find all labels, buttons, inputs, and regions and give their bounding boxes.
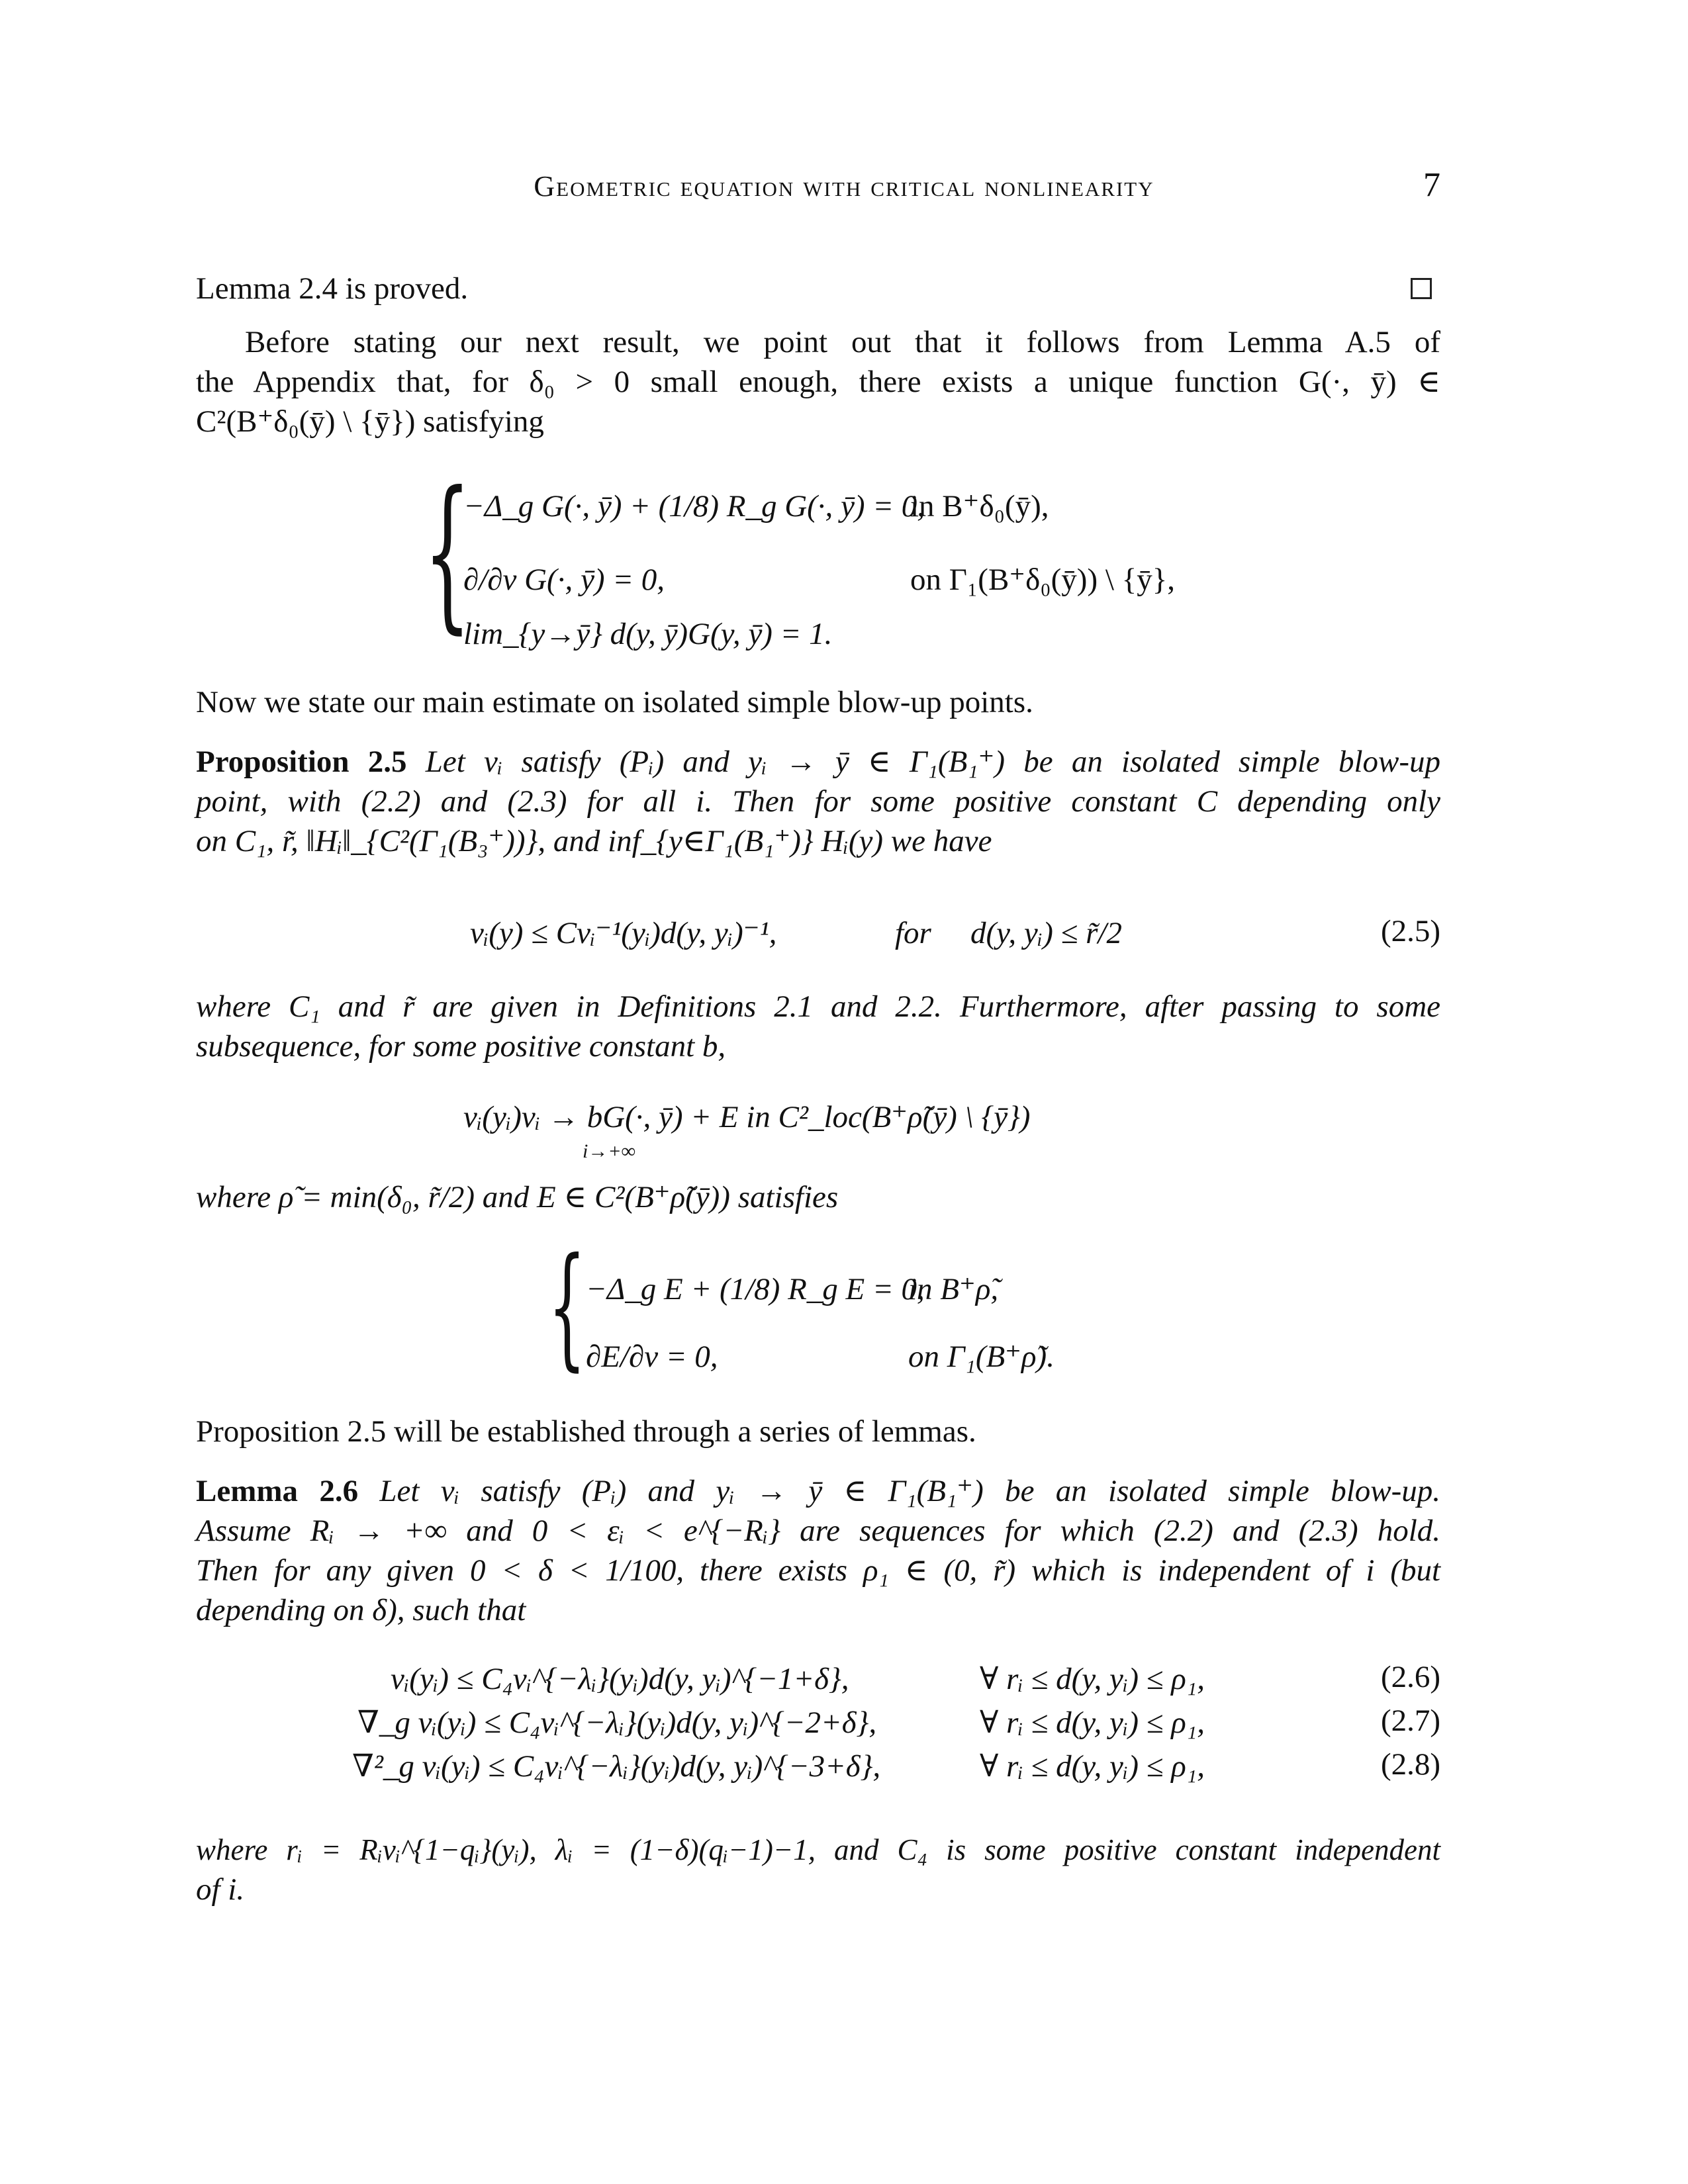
prop-cont-line1: where C₁ and r̃ are given in Definitions 2.1 and 2.2. Furthermore, after passing to some: [196, 989, 1440, 1024]
where-rho: where ρ̃ = min(δ₀, r̃/2) and E ∈ C²(B⁺ρ̃(ȳ)) satisfies: [196, 1180, 839, 1214]
eq-convergence: vᵢ(yᵢ)vᵢ → bG(·, ȳ) + E in C²_loc(B⁺ρ̃(ȳ) \ {ȳ}): [463, 1100, 1031, 1134]
proposition-2-5-line1-text: Let vᵢ satisfy (Pᵢ) and yᵢ → ȳ ∈ Γ₁(B₁⁺) be an isolated simple blow-up: [425, 745, 1441, 779]
system-g-row3-left: lim_{y→ȳ} d(y, ȳ)G(y, ȳ) = 1.: [463, 617, 833, 651]
page-number: 7: [1423, 166, 1440, 204]
system-e-row1-left: −Δ_g E + (1/8) R_g E = 0,: [586, 1272, 925, 1306]
eq-2-6-condition: ∀ rᵢ ≤ d(y, yᵢ) ≤ ρ₁,: [980, 1662, 1205, 1696]
lemma-2-6-line2: Assume Rᵢ → +∞ and 0 < εᵢ < e^{−Rᵢ} are sequences for which (2.2) and (2.3) hold.: [196, 1514, 1440, 1548]
left-brace-icon: {: [424, 456, 471, 649]
lemma-2-6-end-line2: of i.: [196, 1872, 245, 1907]
prop-established: Proposition 2.5 will be established through a series of lemmas.: [196, 1414, 976, 1449]
main-estimate-text: Now we state our main estimate on isolated simple blow-up points.: [196, 685, 1033, 719]
running-title: Geometric equation with critical nonlinearity: [534, 170, 1154, 203]
system-g-row2-right: on Γ₁(B⁺δ₀(ȳ)) \ {ȳ},: [910, 563, 1176, 597]
proposition-2-5-line3: on C₁, r̃, ‖Hᵢ‖_{C²(Γ₁(B₃⁺))}, and inf_{y∈Γ₁(B₁⁺)} Hᵢ(y) we have: [196, 824, 992, 858]
proposition-2-5-label: Proposition 2.5: [196, 745, 407, 779]
eq-2-5-condition: d(y, yᵢ) ≤ r̃/2: [970, 916, 1123, 950]
qed-box-icon: [1411, 278, 1432, 299]
eq-2-8-number: (2.8): [1380, 1747, 1440, 1782]
eq-convergence-limit: i→+∞: [583, 1140, 635, 1162]
para-before-line1: Before stating our next result, we point out that it follows from Lemma A.5 of: [245, 325, 1440, 359]
system-g-row1-right: in B⁺δ₀(ȳ),: [910, 489, 1049, 523]
eq-2-5-lhs: vᵢ(y) ≤ Cvᵢ⁻¹(yᵢ)d(y, yᵢ)⁻¹,: [470, 916, 777, 950]
eq-2-6-number: (2.6): [1380, 1660, 1440, 1694]
lemma-2-6-line1-text: Let vᵢ satisfy (Pᵢ) and yᵢ → ȳ ∈ Γ₁(B₁⁺) be an isolated simple blow-up.: [379, 1474, 1441, 1508]
lemma-2-6-line4: depending on δ), such that: [196, 1593, 526, 1627]
prop-cont-line2: subsequence, for some positive constant b,: [196, 1029, 726, 1064]
system-e-row2-left: ∂E/∂ν = 0,: [586, 1340, 718, 1374]
system-g-row1-left: −Δ_g G(·, ȳ) + (1/8) R_g G(·, ȳ) = 0,: [463, 489, 925, 523]
system-e-row1-right: in B⁺ρ̃,: [908, 1272, 999, 1306]
lemma-2-4-proved: Lemma 2.4 is proved.: [196, 271, 469, 306]
eq-2-8-condition: ∀ rᵢ ≤ d(y, yᵢ) ≤ ρ₁,: [980, 1749, 1205, 1784]
left-brace-icon: {: [548, 1230, 586, 1384]
lemma-2-6-end-line1: where rᵢ = Rᵢvᵢ^{1−qᵢ}(yᵢ), λᵢ = (1−δ)(qᵢ−1)−1, and C₄ is some positive constant independent: [196, 1833, 1440, 1866]
eq-2-7-condition: ∀ rᵢ ≤ d(y, yᵢ) ≤ ρ₁,: [980, 1706, 1205, 1740]
eq-2-7-number: (2.7): [1380, 1704, 1440, 1738]
eq-2-8-lhs: ∇²_g vᵢ(yᵢ) ≤ C₄vᵢ^{−λᵢ}(yᵢ)d(y, yᵢ)^{−3+δ},: [352, 1749, 881, 1784]
proposition-2-5-line2: point, with (2.2) and (2.3) for all i. Then for some positive constant C depending only: [196, 784, 1440, 819]
lemma-2-6-line3: Then for any given 0 < δ < 1/100, there exists ρ₁ ∈ (0, r̃) which is independent of i (but: [196, 1553, 1440, 1588]
eq-2-5-for: for: [895, 916, 931, 950]
para-before-line2: the Appendix that, for δ₀ > 0 small enough, there exists a unique function G(·, ȳ) ∈: [196, 365, 1440, 399]
system-g-row2-left: ∂/∂ν G(·, ȳ) = 0,: [463, 563, 665, 597]
eq-2-5-number: (2.5): [1380, 914, 1440, 948]
eq-2-6-lhs: vᵢ(yᵢ) ≤ C₄vᵢ^{−λᵢ}(yᵢ)d(y, yᵢ)^{−1+δ},: [391, 1662, 849, 1696]
lemma-2-6-label: Lemma 2.6: [196, 1474, 359, 1508]
para-before-line3: C²(B⁺δ₀(ȳ) \ {ȳ}) satisfying: [196, 404, 544, 439]
lemma-2-6-line1: [196, 1471, 1440, 1512]
proposition-2-5-line1: [196, 741, 1440, 782]
eq-2-7-lhs: ∇_g vᵢ(yᵢ) ≤ C₄vᵢ^{−λᵢ}(yᵢ)d(y, yᵢ)^{−2+δ},: [357, 1706, 877, 1740]
system-e-row2-right: on Γ₁(B⁺ρ̃).: [908, 1340, 1055, 1374]
